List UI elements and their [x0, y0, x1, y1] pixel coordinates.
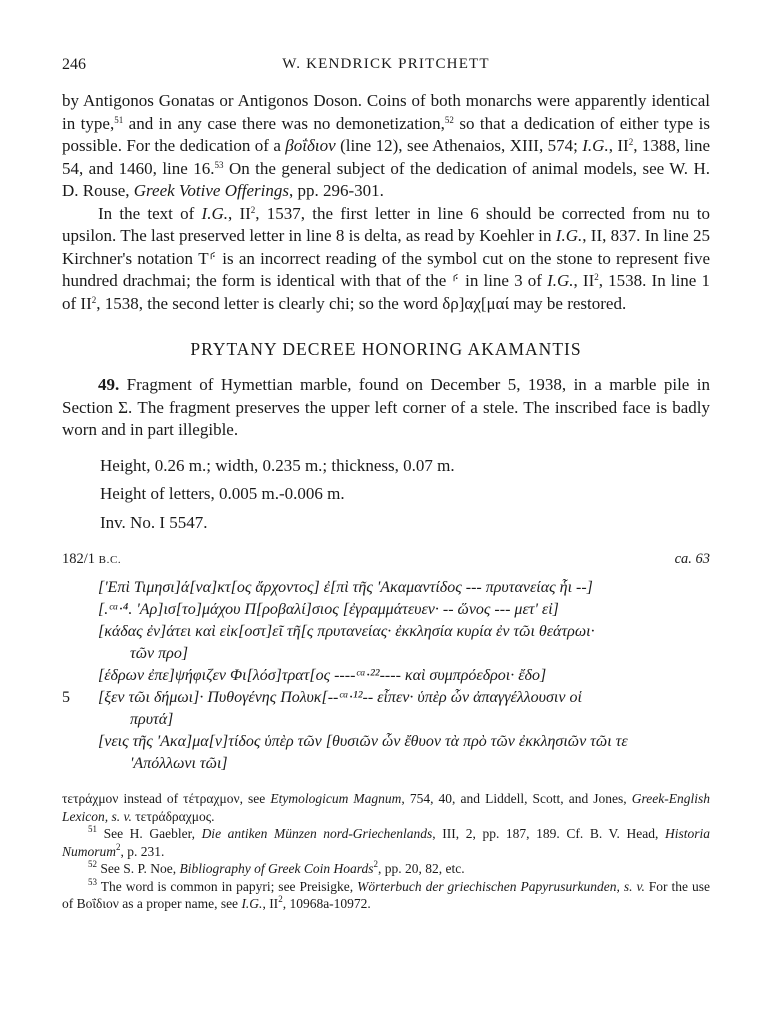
- inscription-line: [νεις τῆς 'Ακα]μα[ν]τίδος ὑπὲρ τῶν [θυσιῶν ὧν ἔθυον τὰ πρὸ τῶν ἐκκλησιῶν τῶι τε: [98, 733, 628, 750]
- inscription-line: [έδρων ἐπε]ψήφιζεν Φι[λόσ]τρατ[ος ----ᶜᵃ·²²---- καὶ συμπρόεδροι· ἔδο]: [98, 667, 547, 684]
- footnote-53: $^{53}$ The word is common in papyri; see Preisigke, Wörterbuch der griechischen Papyrusurkunden, s. v. For the use of Βοΐδιον as a proper name, see I.G., $II^2$, 10968a-10972.: [62, 876, 710, 911]
- inventory-number: Inv. No. I 5547.: [100, 512, 208, 532]
- footnote-ref-52[interactable]: 52: [444, 114, 454, 125]
- inscription-text: [62, 577, 710, 775]
- footnote-51: $^{51}$ See H. Gaebler, Die antiken Münzen nord-Griechenlands, III, 2, pp. 187, 189. Cf. B. V. Head, Historia Numorum$^2$, p. 231.: [62, 824, 710, 859]
- drachmai-symbol: Τ⸄: [198, 248, 218, 268]
- running-head: W. KENDRICK PRITCHETT: [282, 56, 490, 72]
- inscription-line: [κάδας ἐν]άτει καὶ εἰκ[οστ]εῖ τῆ[ς πρυτανείας· ἐκκλησία κυρία ἐν τῶι θεάτρωι·: [98, 623, 595, 640]
- inscription-line: [.ᶜᵃ·⁴. 'Αρ]ισ[το]μάχου Π[ροβαλί]σιος [ἐγραμμάτευεν· -- ὥνος --- μετ' εἰ]: [98, 601, 559, 618]
- footnote-continued: τετράχμον instead of τέτραχμον, see Etymologicum Magnum, 754, 40, and Liddell, Scott, and Jones, Greek-English Lexicon, s. v. τετράδραχμος.: [62, 791, 710, 824]
- footnote-52: $^{52}$ See S. P. Noe, Bibliography of Greek Coin Hoards$^2$, pp. 20, 82, etc.: [88, 859, 465, 876]
- section-title: PRYTANY DECREE HONORING AKAMANTIS: [190, 339, 582, 359]
- paragraph-1: by Antigonos Gonatas or Antigonos Doson. Coins of both monarchs were apparently identical in type,$^{51}$ and in any case there was no demonetization,$^{52}$ so that a dedication of either type is possible. For the dedication of a βοΐδιον (line 12), see Athenaios, XIII, 574; I.G., $II^2$, 1388, line 54, and 1460, line 16.53 On the general subject of the dedication of animal models, see W. H. D. Rouse, Greek Votive Offerings, pp. 296-301.: [62, 91, 710, 200]
- paragraph-2: In the text of I.G., $II^2$, 1537, the first letter in line 6 should be corrected from nu to upsilon. The last preserved letter in line 8 is delta, as read by Koehler in I.G., II, 837. In line 25 Kirchner's notation Τ⸄ is an incorrect reading of the symbol cut on the stone to represent five hundred drachmai; the form is identical with that of the ⸄ in line 3 of I.G., $II^2$, 1538. In line 1 of $II^2$, 1538, the second letter is clearly chi; so the word δρ]αχ[μαί may be restored.: [62, 203, 711, 313]
- inscription-dateline: [62, 551, 710, 571]
- inscription-line: πρυτά]: [130, 711, 174, 728]
- dimensions-letters: Height of letters, 0.005 m.-0.006 m.: [100, 484, 345, 503]
- entry-description: 49. Fragment of Hymettian marble, found on December 5, 1938, in a marble pile in Section Σ. The fragment preserves the upper left corner of a stele. The inscribed face is badly worn and in part illegible.: [62, 375, 710, 439]
- inscription-date: 182/1 B.C.: [62, 551, 122, 567]
- dimensions-size: Height, 0.26 m.; width, 0.235 m.; thickness, 0.07 m.: [100, 455, 455, 475]
- letter-count: ca. 63: [674, 551, 710, 567]
- inscription-line: 'Απόλλωνι τῶι]: [130, 755, 228, 772]
- footnote-ref-53[interactable]: 53: [214, 159, 224, 170]
- dimensions-block: [100, 452, 710, 538]
- footnote-ref-51[interactable]: 51: [114, 114, 124, 125]
- page-number: 246: [62, 56, 86, 73]
- page-header: [62, 56, 710, 78]
- inscription-line: 5 [ξεν τῶι δήμωι]· Πυθογένης Πολυκ[--ᶜᵃ·¹²-- εἶπεν· ὑπὲρ ὧν ἀπαγγέλλουσιν οἱ: [62, 689, 582, 706]
- page-body: [62, 90, 710, 913]
- inscription-line: τῶν προ]: [130, 645, 189, 662]
- inscription-line: ['Επὶ Τιμησι]ά[να]κτ[ος ἄρχοντος] ἐ[πὶ τῆς 'Ακαμαντίδος --- πρυτανείας ἧι --]: [98, 579, 593, 596]
- entry-number: 49.: [98, 375, 120, 394]
